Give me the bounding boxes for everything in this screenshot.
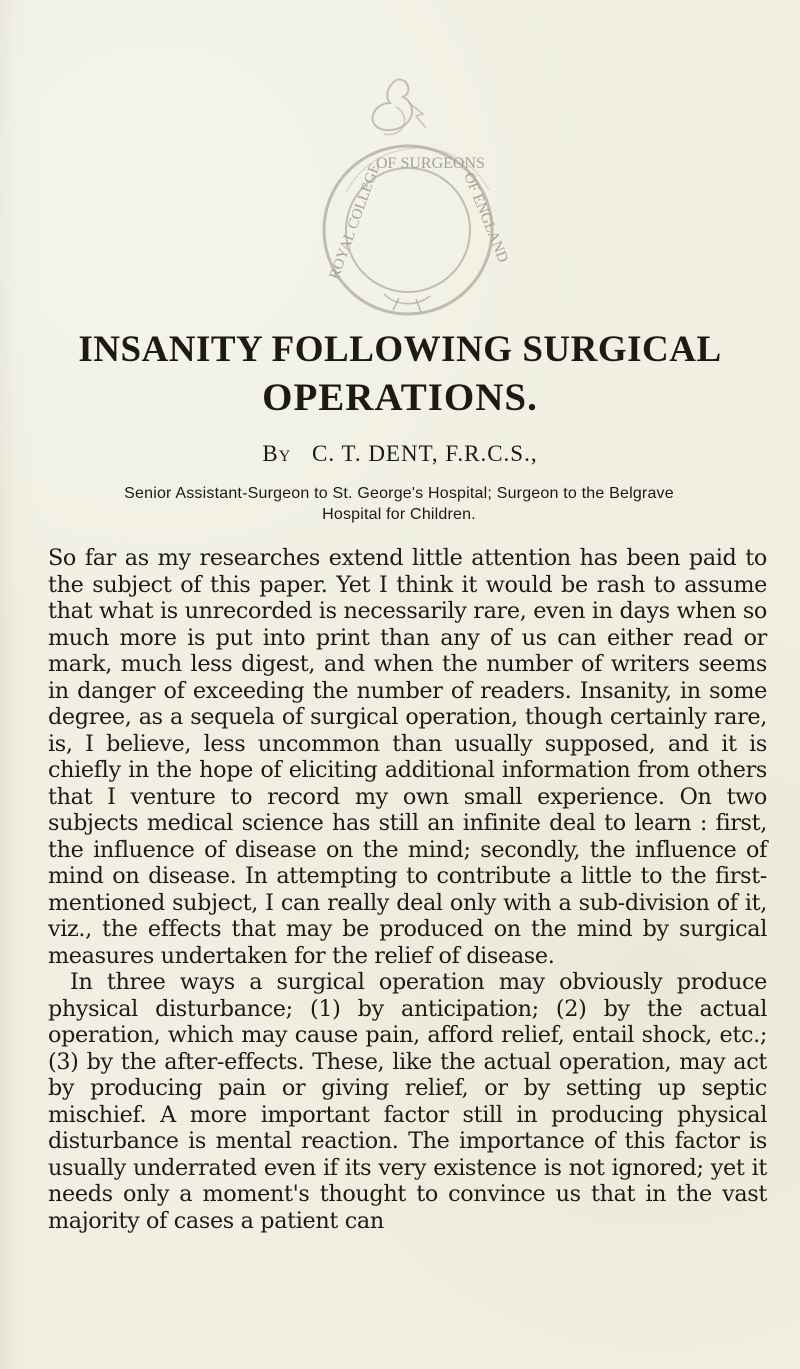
paragraph-1: So far as my researches extend little attention has been paid to the subject of this paper. Yet I think it would be rash to assume that what is unrecorded is necessarily rare, even in days when so much more is put into print than any of us can either read or mark, much less digest, and when the number of writers seems in danger of exceeding the number of readers. Insanity, in some degree, as a sequela of surgical operation, though certainly rare, is, I believe, less uncommon than usually supposed, and it is chiefly in the hope of eliciting additional information from others that I venture to record my own small experience. On two subjects medical science has still an infinite deal to learn : first, the influence of disease on the mind; secondly, the influence of mind on disease. In attempting to contribute a little to the first-mentioned subject, I can really deal only with a sub-division of it, viz., the effects that may be produced on the mind by surgical measures undertaken for the relief of disease. <box>48 545 767 969</box>
author-affiliation: Senior Assistant-Surgeon to St. George's Hospital; Surgeon to the Belgrave Hospital for Children. <box>124 485 674 523</box>
stamp-text-top: OF SURGEONS <box>376 155 485 172</box>
article-title-line-2: OPERATIONS. <box>262 376 538 419</box>
library-stamp-graphic <box>298 72 518 342</box>
article-body <box>48 545 767 1234</box>
stamp-text-right: OF ENGLAND <box>460 170 511 265</box>
author-name: C. T. DENT, F.R.C.S., <box>312 441 538 466</box>
article-title-line-1: INSANITY FOLLOWING SURGICAL <box>78 329 722 370</box>
author-byline <box>0 440 800 468</box>
paragraph-2: In three ways a surgical operation may obviously produce physical disturbance; (1) by anticipation; (2) by the actual operation, which may cause pain, afford relief, entail shock, etc.; (3) by the after-effects. These, like the actual operation, may act by producing pain or giving relief, or by setting up septic mischief. A more important factor still in producing physical disturbance is mental reaction. The importance of this factor is usually underrated even if its very existence is not ignored; yet it needs only a moment's thought to convince us that in the vast majority of cases a patient can <box>48 969 767 1234</box>
byline-prefix: By <box>262 441 292 466</box>
stamp-text-left: ROYAL COLLEGE <box>326 161 384 282</box>
library-stamp <box>298 72 518 342</box>
